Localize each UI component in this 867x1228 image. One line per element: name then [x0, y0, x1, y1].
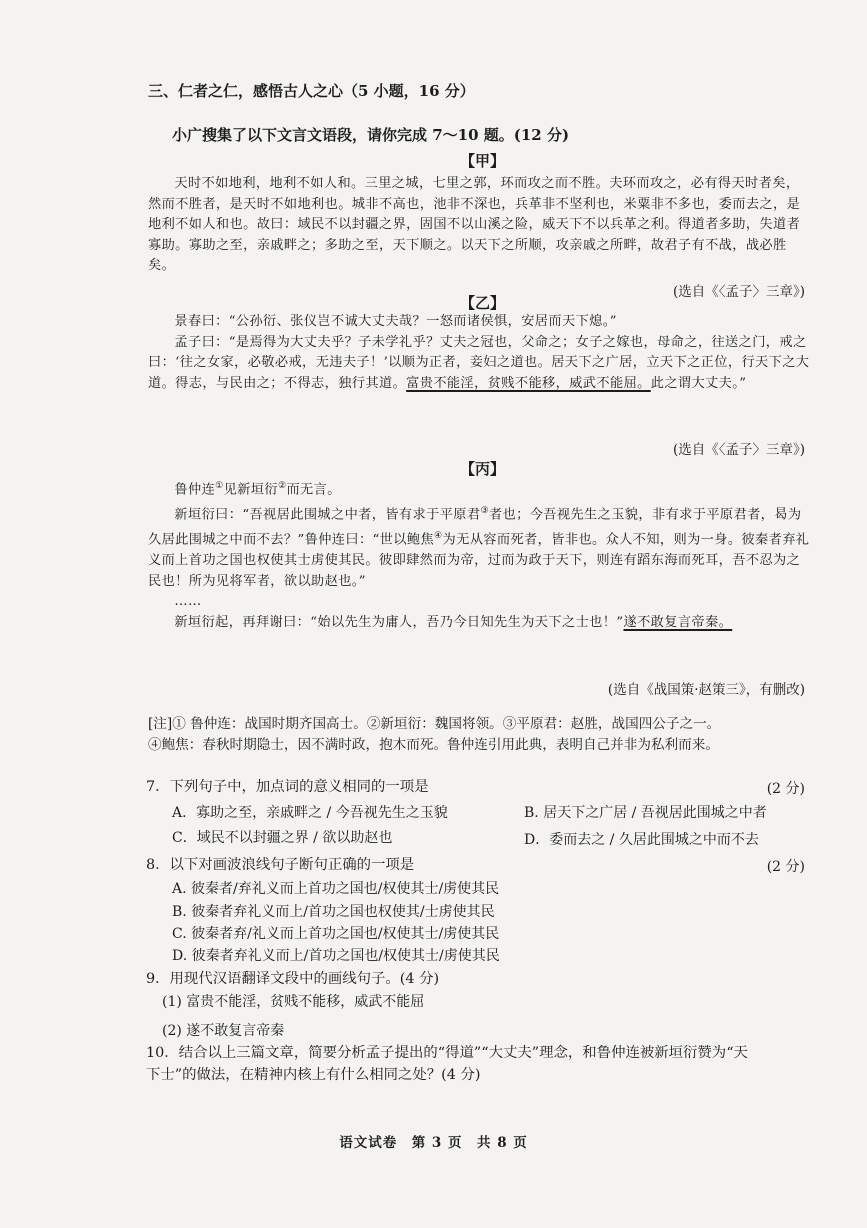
q7-option-d[interactable]: D．委而去之 / 久居此围城之中而不去 — [524, 832, 759, 848]
note-ref-2: ② — [277, 481, 287, 491]
section-title: 三、仁者之仁，感悟古人之心（5 小题，16 分） — [148, 82, 475, 100]
q10-line-2: 下士”的做法，在精神内核上有什么相同之处？(4 分) — [146, 1067, 481, 1083]
passage-c-p1-c: 而无言。 — [286, 482, 341, 498]
passage-b-source: (选自《〈孟子〉三章》) — [672, 442, 805, 458]
passage-a-source: (选自《〈孟子〉三章》) — [672, 284, 805, 300]
q8-option-a[interactable]: A. 彼秦者/弃礼义而上首功之国也/权使其士/虏使其民 — [172, 881, 500, 897]
passage-b-p2-a: 孟子曰：“是焉得为大丈夫乎？子未学礼乎？丈夫之冠也，父命之；女子之嫁也，母命之，往送之门，戒之曰：‘往之女家，必敬必戒，无违夫子！’以顺为正者，妾妇之道也。居天下之广居，立天下之正位，行天下之大道。得志，与民由之；不得志，独行其道。 — [148, 334, 810, 391]
underlined-sentence-2: 遂不敢复言帝秦。 — [623, 614, 733, 630]
passage-b-marker: 【乙】 — [460, 294, 506, 312]
q7-points: (2 分) — [766, 781, 805, 797]
section-intro: 小广搜集了以下文言文语段，请你完成 7～10 题。(12 分) — [172, 126, 570, 144]
passage-c-p3 — [148, 613, 810, 634]
note-ref-1: ① — [215, 481, 224, 491]
q10-line-1: 10．结合以上三篇文章，简要分析孟子提出的“得道”“大丈夫”理念，和鲁仲连被新垣衍赞为“天 — [146, 1045, 748, 1061]
underlined-sentence-1: 富贵不能淫，贫贱不能移，威武不能屈。 — [406, 375, 651, 391]
page-footer: 语文试卷 第 3 页 共 8 页 — [339, 1135, 528, 1151]
passage-b-p2-b: 此之谓大丈夫。” — [650, 375, 747, 391]
passage-a — [148, 174, 810, 277]
q7-option-c[interactable]: C．域民不以封疆之界 / 欲以助赵也 — [172, 830, 393, 846]
passage-c-marker: 【丙】 — [460, 460, 506, 478]
note-ref-3: ③ — [480, 505, 489, 516]
q7-stem: 7．下列句子中，加点词的意义相同的一项是 — [146, 779, 429, 795]
notes — [148, 714, 810, 756]
passage-c-p2-d: 。彼即肆然而为帝，过而为政于天下，则连有蹈东海而死耳，吾不忍为之民也！所为见将军者，欲以助赵也。” — [148, 552, 801, 589]
passage-c-p1-b: 见新垣衍 — [223, 482, 278, 498]
q7-option-a[interactable]: A．寡助之至，亲戚畔之 / 今吾视先生之玉貌 — [172, 805, 448, 821]
passage-b-p1: 景春曰：“公孙衍、张仪岂不诚大丈夫哉？一怒而诸侯惧，安居而天下熄。” — [174, 314, 617, 329]
passage-c-source: (选自《战国策·赵策三》，有删改) — [607, 682, 805, 698]
note-ref-4: ④ — [434, 530, 443, 541]
passage-c-p2-b: 者也；今吾视先生之玉貌，非有求于平原君者，曷为久居此围城之中而不去？”鲁仲连曰：“世以鲍焦 — [148, 507, 802, 548]
passage-c-p3-a: 新垣衍起，再拜谢曰：“始以先生为庸人，吾乃今日知先生为天下之士也！” — [174, 614, 624, 630]
note-line-2: ④鲍焦：春秋时期隐士，因不满时政，抱木而死。鲁仲连引用此典，表明自己并非为私利而来。 — [148, 737, 719, 753]
passage-c-p2-c: 为无从容而死者，皆非也。众人不知，则为一身。 — [442, 532, 742, 548]
q8-option-c[interactable]: C. 彼秦者弃/礼义而上首功之国也/权使其士/虏使其民 — [172, 926, 500, 942]
passage-b — [148, 312, 810, 394]
q8-points: (2 分) — [766, 859, 805, 875]
passage-c — [148, 476, 810, 633]
q8-option-d[interactable]: D. 彼秦者弃礼义而上/首功之国也/权使其士/虏使其民 — [172, 948, 500, 964]
passage-a-text: 天时不如地利，地利不如人和。三里之城，七里之郭，环而攻之而不胜。夫环而攻之，必有得天时者矣，然而不胜者，是天时不如地利也。城非不高也，池非不深也，兵革非不坚利也，米粟非不多也，委而去之，是地利不如人和也。故曰：域民不以封疆之界，固国不以山溪之险，威天下不以兵革之利。得道者多助，失道者寡助。寡助之至，亲戚畔之；多助之至，天下顺之。以天下之所顺，攻亲戚之所畔，故君子有不战，战必胜矣。 — [148, 176, 801, 274]
passage-c-p1-a: 鲁仲连 — [174, 482, 216, 498]
passage-c-p2 — [148, 501, 810, 592]
q9-stem: 9．用现代汉语翻译文段中的画线句子。(4 分) — [146, 971, 440, 987]
passage-c-ellipsis: …… — [174, 594, 202, 610]
q9-sub-1: (1) 富贵不能淫，贫贱不能移，威武不能屈 — [162, 994, 425, 1010]
q7-option-b[interactable]: B. 居天下之广居 / 吾视居此围城之中者 — [524, 805, 767, 821]
passage-a-marker: 【甲】 — [460, 152, 506, 170]
q8-option-b[interactable]: B. 彼秦者弃礼义而上/首功之国也权使其/士虏使其民 — [172, 904, 495, 920]
note-line-1: [注]① 鲁仲连：战国时期齐国高士。②新垣衍：魏国将领。③平原君：赵胜，战国四公子之一。 — [148, 716, 721, 732]
q9-sub-2: (2) 遂不敢复言帝秦 — [162, 1023, 285, 1039]
wavy-sentence: 彼秦者弃礼义而上首功之国也权使其士虏使其民 — [148, 532, 810, 568]
passage-c-p1 — [148, 476, 810, 501]
passage-b-p2 — [148, 333, 810, 395]
passage-c-p2-a: 新垣衍曰：“吾视居此围城之中者，皆有求于平原君 — [174, 507, 481, 523]
q8-stem: 8．以下对画波浪线句子断句正确的一项是 — [146, 857, 415, 873]
